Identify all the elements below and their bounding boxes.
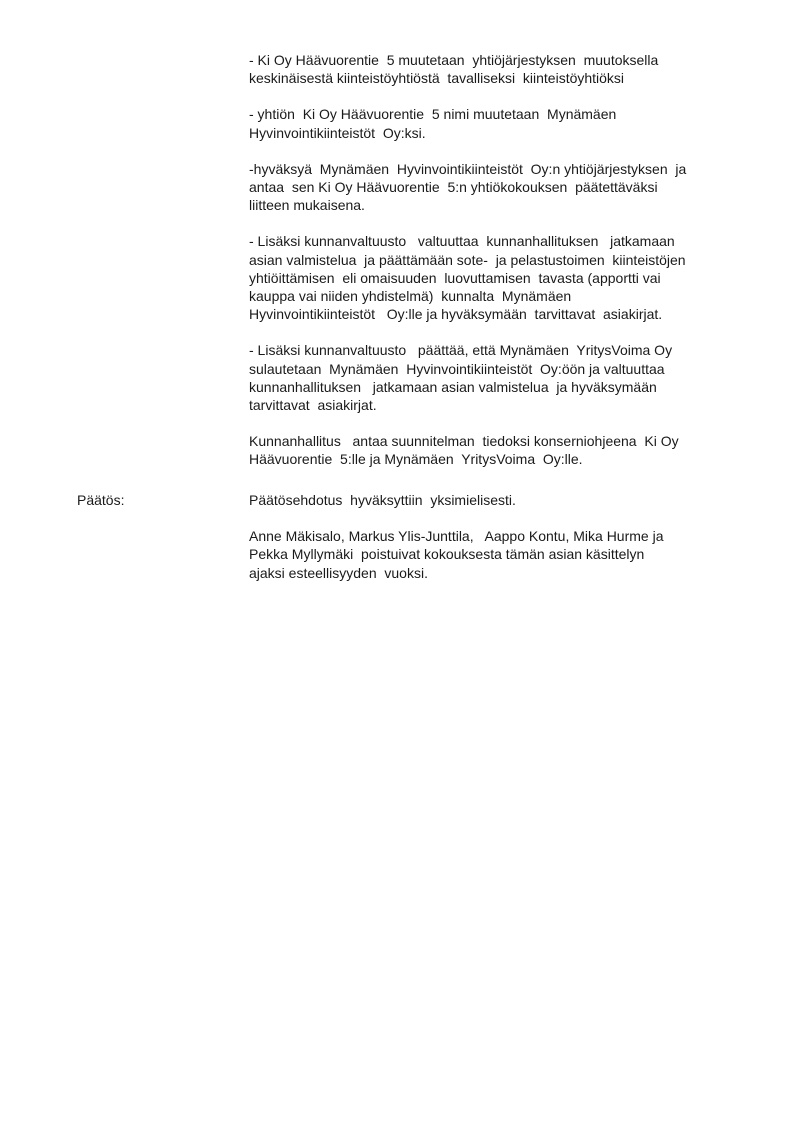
paragraph-rename-company xyxy=(249,105,739,141)
text-line: - Lisäksi kunnanvaltuusto valtuuttaa kunnanhallituksen jatkamaan xyxy=(249,233,675,250)
text-line: kauppa vai niiden yhdistelmä) kunnalta Mynämäen xyxy=(249,288,572,305)
paragraph-approve-articles xyxy=(249,160,739,215)
paragraph-change-company-type xyxy=(249,51,739,87)
text-line: antaa sen Ki Oy Häävuorentie 5:n yhtiökokouksen päätettäväksi xyxy=(249,179,658,196)
text-line: -hyväksyä Mynämäen Hyvinvointikiinteistöt Oy:n yhtiöjärjestyksen ja xyxy=(249,160,687,177)
text-line: asian valmistelua ja päättämään sote- ja pelastustoimen kiinteistöjen xyxy=(249,251,686,268)
paragraph-decision-approved xyxy=(249,491,739,509)
text-line: keskinäisestä kiinteistöyhtiöstä tavalliseksi kiinteistöyhtiöksi xyxy=(249,70,625,87)
text-line: ajaksi esteellisyyden vuoksi. xyxy=(249,564,428,581)
text-line: yhtiöittämisen eli omaisuuden luovuttamisen tavasta (apportti vai xyxy=(249,269,661,286)
text-line: Häävuorentie 5:lle ja Mynämäen YritysVoima Oy:lle. xyxy=(249,451,583,468)
text-line: Anne Mäkisalo, Markus Ylis-Junttila, Aappo Kontu, Mika Hurme ja xyxy=(249,528,664,545)
text-line: Hyvinvointikiinteistöt Oy:lle ja hyväksymään tarvittavat asiakirjat. xyxy=(249,306,663,323)
text-line: tarvittavat asiakirjat. xyxy=(249,397,377,414)
decision-section xyxy=(249,491,739,600)
paragraph-board-notice xyxy=(249,432,739,468)
decision-label: Päätös: xyxy=(77,492,125,508)
paragraph-recusal xyxy=(249,527,739,582)
text-line: - yhtiön Ki Oy Häävuorentie 5 nimi muutetaan Mynämäen xyxy=(249,106,617,123)
paragraph-merger xyxy=(249,341,739,414)
text-line: sulautetaan Mynämäen Hyvinvointikiinteistöt Oy:öön ja valtuuttaa xyxy=(249,360,665,377)
text-line: kunnanhallituksen jatkamaan asian valmistelua ja hyväksymään xyxy=(249,378,657,395)
text-line: Päätösehdotus hyväksyttiin yksimielisesti. xyxy=(249,492,516,508)
text-line: Kunnanhallitus antaa suunnitelman tiedoksi konserniohjeena Ki Oy xyxy=(249,433,679,450)
text-line: Hyvinvointikiinteistöt Oy:ksi. xyxy=(249,124,426,141)
text-line: liitteen mukaisena. xyxy=(249,197,365,214)
proposal-section xyxy=(249,51,739,487)
text-line: Pekka Myllymäki poistuivat kokouksesta tämän asian käsittelyn xyxy=(249,546,645,563)
text-line: - Lisäksi kunnanvaltuusto päättää, että Mynämäen YritysVoima Oy xyxy=(249,342,673,359)
paragraph-authorize-board xyxy=(249,232,739,323)
text-line: - Ki Oy Häävuorentie 5 muutetaan yhtiöjärjestyksen muutoksella xyxy=(249,52,659,68)
